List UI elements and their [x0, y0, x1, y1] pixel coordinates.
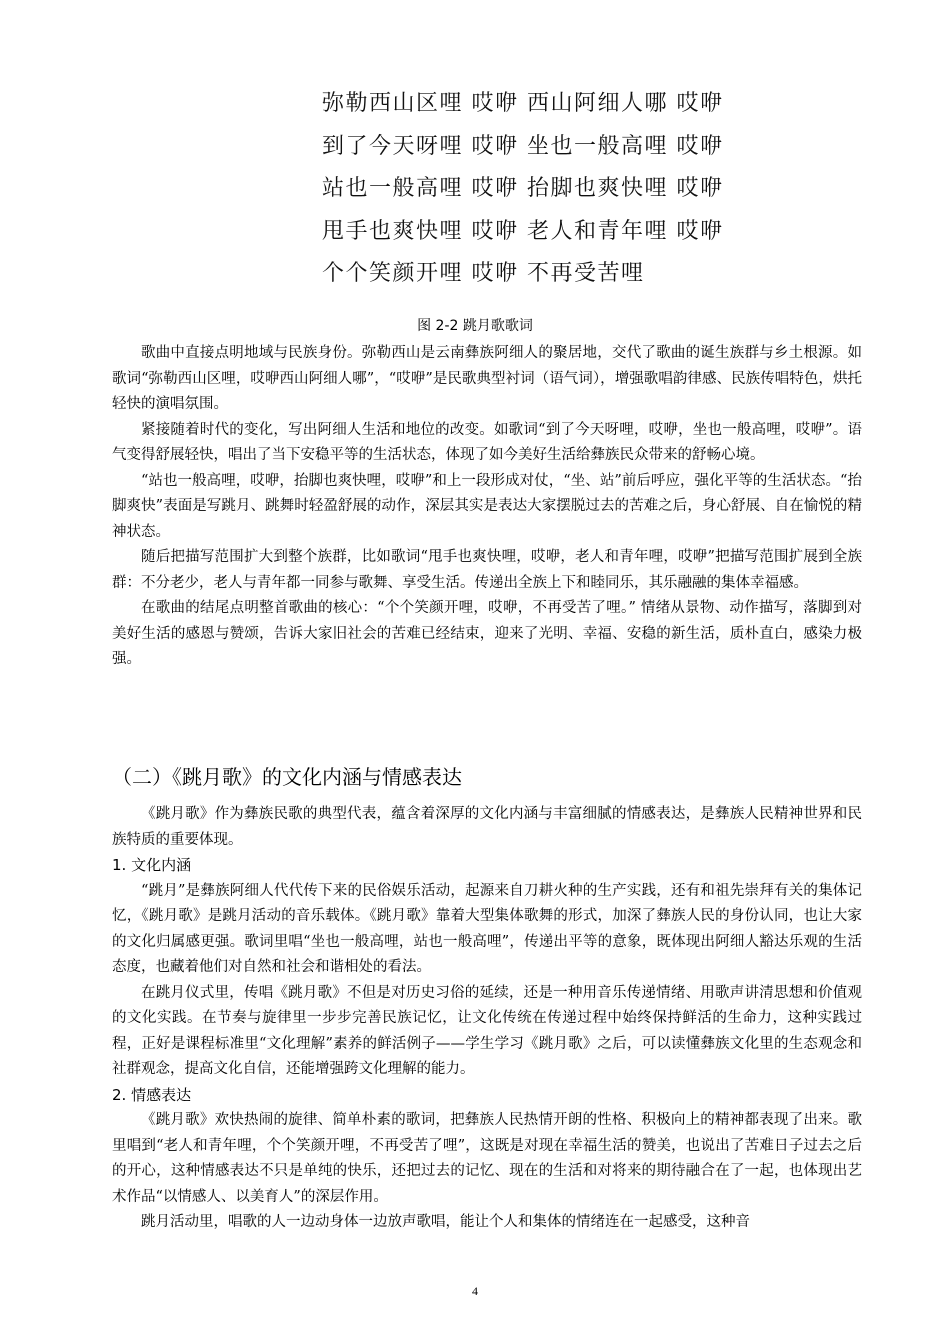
lyric-line: 弥勒西山区哩 哎咿 西山阿细人哪 哎咿	[322, 91, 724, 116]
lyric-line: 个个笑颜开哩 哎咿 不再受苦哩	[322, 261, 645, 286]
paragraph: 紧接随着时代的变化，写出阿细人生活和地位的改变。如歌词“到了今天呀哩，哎咿，坐也一般高哩，哎咿”。语气变得舒展轻快，唱出了当下安稳平等的生活状态，体现了如今美好生活给彝族民众带来的舒畅心境。	[112, 421, 862, 463]
figure-caption: 图 2-2 跳月歌歌词	[417, 318, 533, 334]
subsection-heading-culture: 1. 文化内涵	[112, 856, 192, 874]
lyrics-figure	[322, 90, 842, 303]
paragraph: “站也一般高哩，哎咿，抬脚也爽快哩，哎咿”和上一段形成对仗，“坐、站”前后呼应，强化平等的生活状态。“抬脚爽快”表面是写跳月、跳舞时轻盈舒展的动作，深层其实是表达大家摆脱过去的苦难之后，身心舒展、自在愉悦的精神状态。	[112, 472, 862, 540]
paragraph: 在跳月仪式里，传唱《跳月歌》不但是对历史习俗的延续，还是一种用音乐传递情绪、用歌声讲清思想和价值观的文化实践。在节奏与旋律里一步步完善民族记忆，让文化传统在传递过程中始终保持鲜活的生命力，这种实践过程，正好是课程标准里“文化理解”素养的鲜活例子——学生学习《跳月歌》之后，可以读懂彝族文化里的生态观念和社群观念，提高文化自信，还能增强跨文化理解的能力。	[112, 984, 862, 1077]
paragraph: 跳月活动里，唱歌的人一边动身体一边放声歌唱，能让个人和集体的情绪连在一起感受，这种音	[141, 1214, 750, 1230]
lyric-line: 站也一般高哩 哎咿 抬脚也爽快哩 哎咿	[322, 176, 724, 201]
subsection-heading-emotion: 2. 情感表达	[112, 1085, 192, 1104]
section-body	[112, 802, 862, 1236]
paragraph: “跳月”是彝族阿细人代代传下来的民俗娱乐活动，起源来自刀耕火种的生产实践，还有和祖先崇拜有关的集体记忆，《跳月歌》是跳月活动的音乐载体。《跳月歌》靠着大型集体歌舞的形式，加深了彝族人民的身份认同，也让大家的文化归属感更强。歌词里唱“坐也一般高哩，站也一般高哩”，传递出平等的意象，既体现出阿细人豁达乐观的生活态度，也藏着他们对自然和社会和谐相处的看法。	[112, 882, 862, 975]
paragraph: 《跳月歌》欢快热闹的旋律、简单朴素的歌词，把彝族人民热情开朗的性格、积极向上的精神都表现了出来。歌里唱到“老人和青年哩，个个笑颜开哩，不再受苦了哩”，这既是对现在幸福生活的赞美，也说出了苦难日子过去之后的开心，这种情感表达不只是单纯的快乐，还把过去的记忆、现在的生活和对将来的期待融合在了一起，也体现出艺术作品“以情感人、以美育人”的深层作用。	[112, 1112, 862, 1205]
paragraph: 随后把描写范围扩大到整个族群，比如歌词“甩手也爽快哩，哎咿，老人和青年哩，哎咿”把描写范围扩展到全族群：不分老少，老人与青年都一同参与歌舞、享受生活。传递出全族上下和睦同乐，其乐融融的集体幸福感。	[112, 549, 862, 591]
lyric-line: 甩手也爽快哩 哎咿 老人和青年哩 哎咿	[322, 218, 724, 244]
paragraph: 在歌曲的结尾点明整首歌曲的核心：“个个笑颜开哩，哎咿，不再受苦了哩。” 情绪从景物、动作描写，落脚到对美好生活的感恩与赞颂，告诉大家旧社会的苦难已经结束，迎来了光明、幸福、安稳的新生活，质朴直白，感染力极强。	[112, 600, 862, 667]
page-number: 4	[472, 1284, 478, 1298]
lyric-line: 到了今天呀哩 哎咿 坐也一般高哩 哎咿	[322, 133, 724, 159]
paragraph: 歌曲中直接点明地域与民族身份。弥勒西山是云南彝族阿细人的聚居地，交代了歌曲的诞生族群与乡土根源。如歌词“弥勒西山区哩，哎咿西山阿细人哪”，“哎咿”是民歌典型衬词（语气词），增强歌唱韵律感、民族传唱特色，烘托轻快的演唱氛围。	[112, 345, 862, 412]
paragraph: 《跳月歌》作为彝族民歌的典型代表，蕴含着深厚的文化内涵与丰富细腻的情感表达，是彝族人民精神世界和民族特质的重要体现。	[112, 806, 862, 848]
lyrics-analysis	[112, 341, 862, 673]
section-heading: （二）《跳月歌》的文化内涵与情感表达	[112, 765, 462, 789]
